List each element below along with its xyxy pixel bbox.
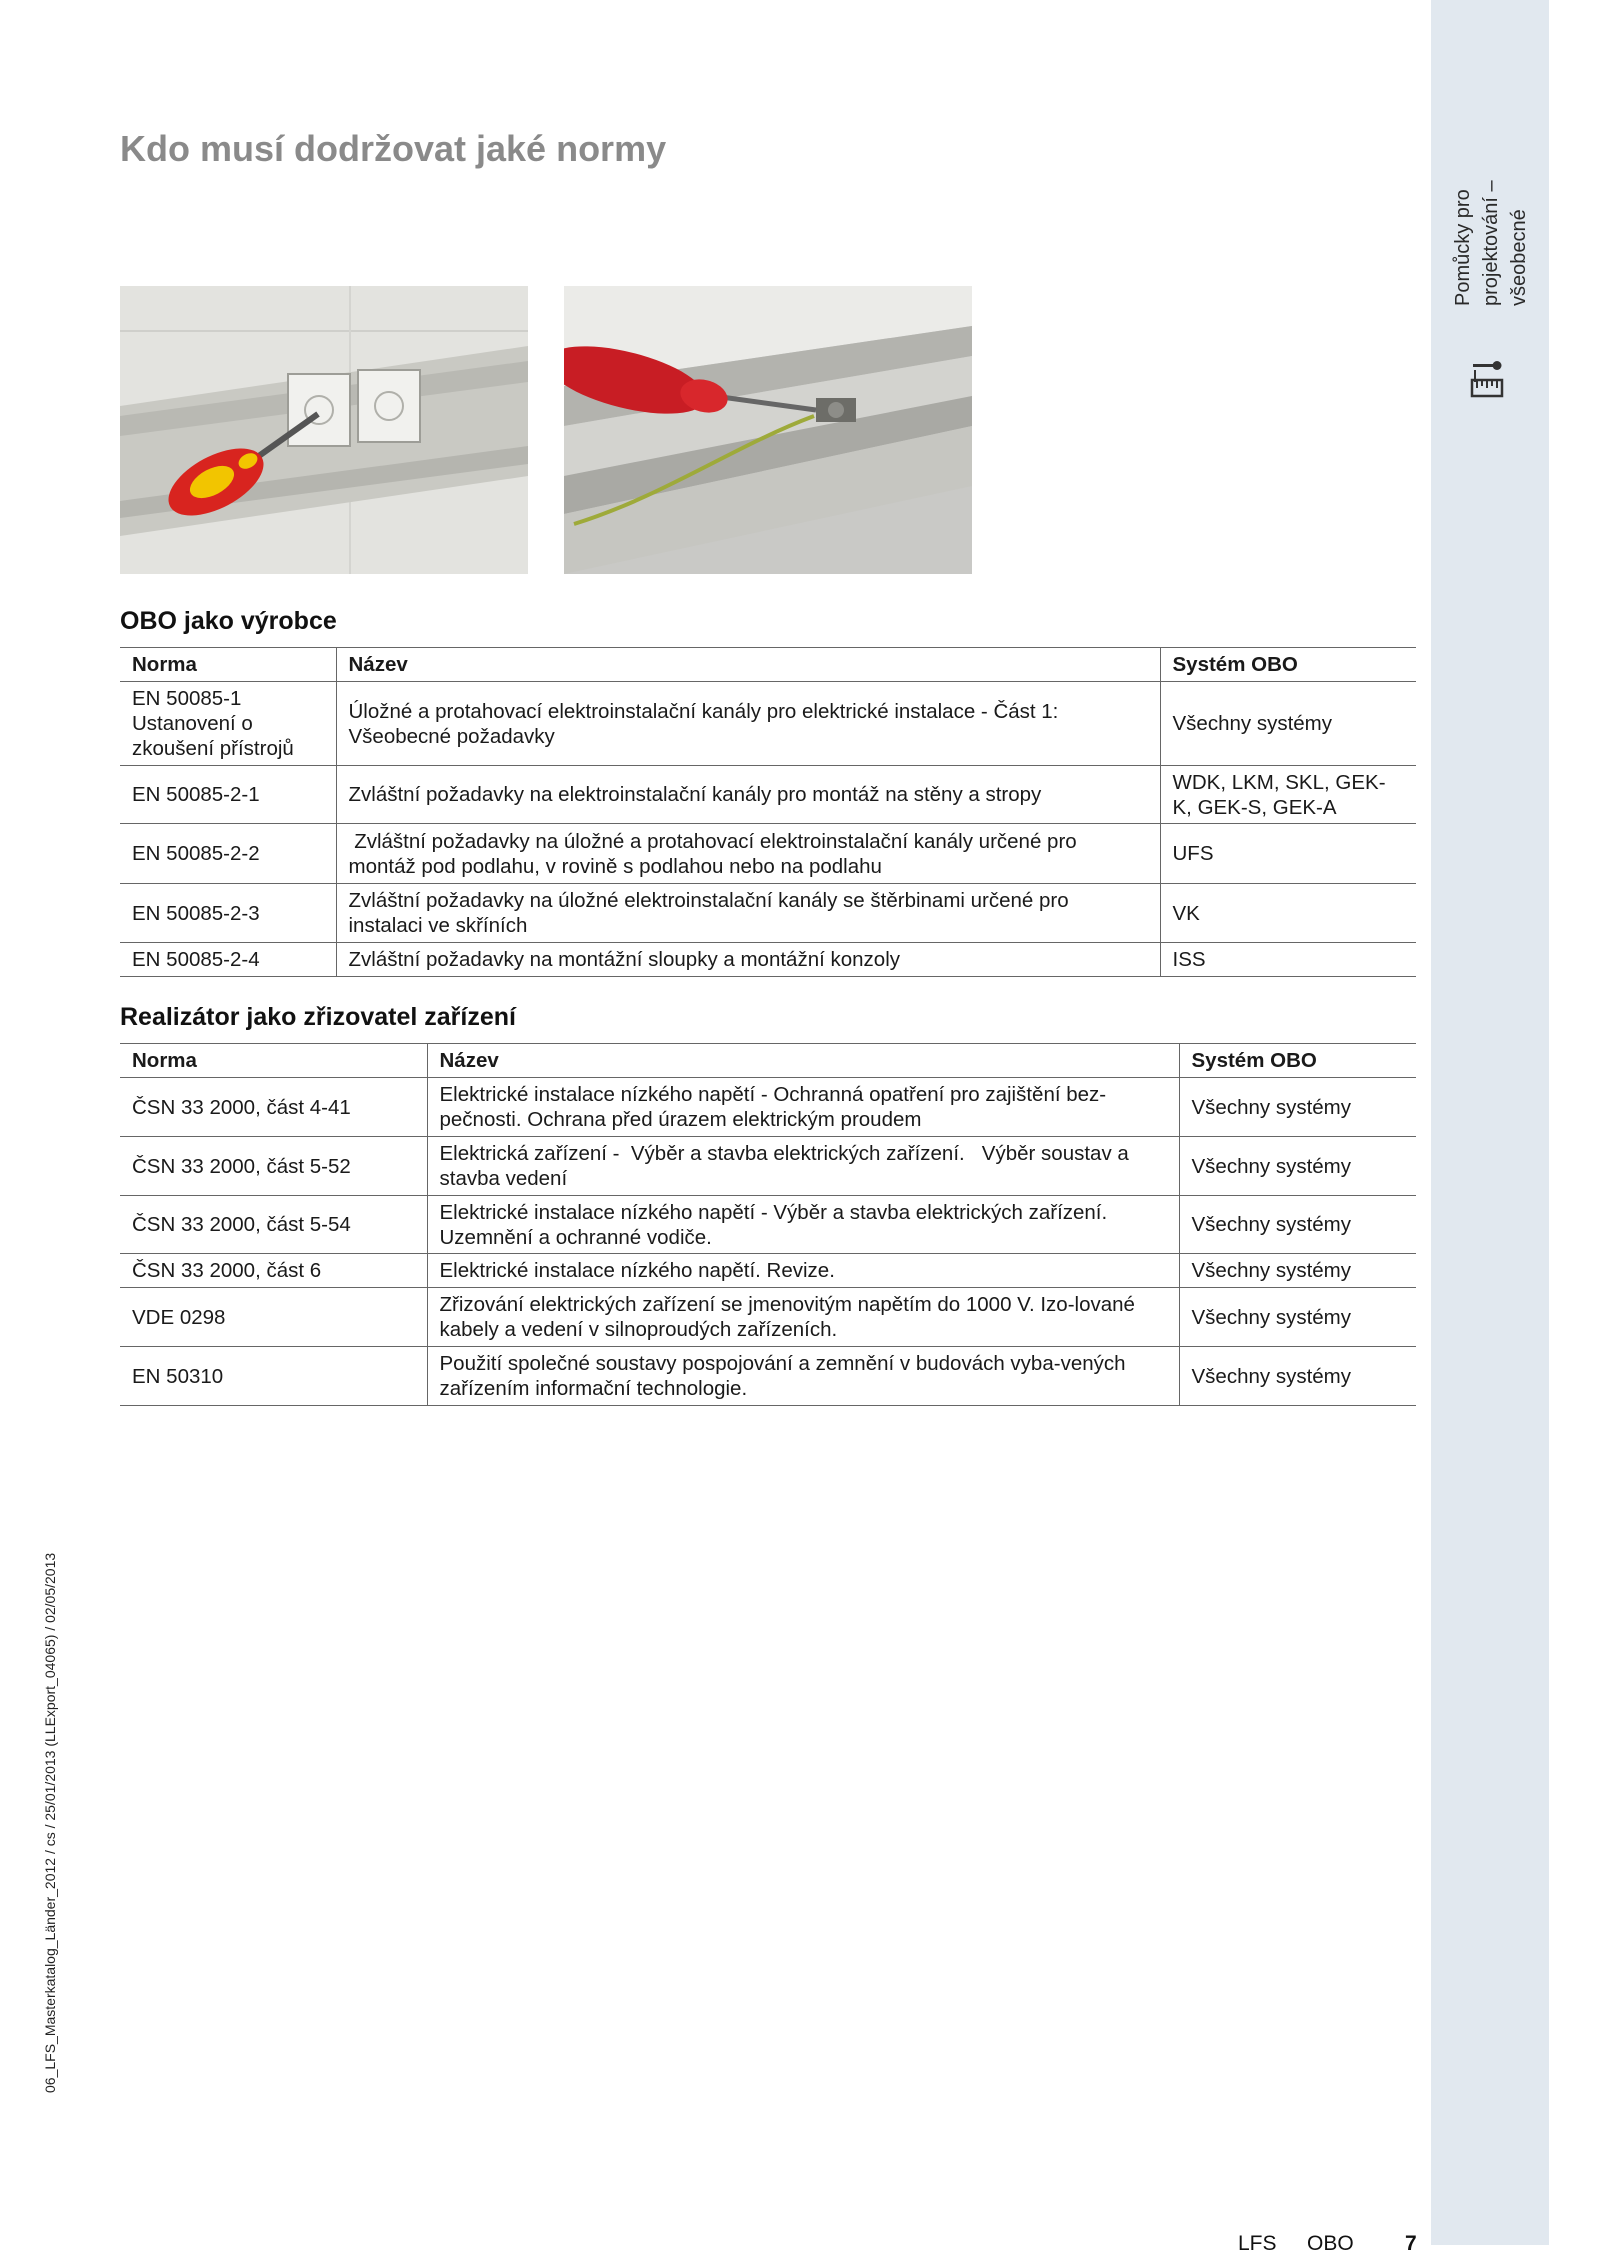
cell-system: Všechny systémy bbox=[1179, 1288, 1416, 1347]
cell-norma: ČSN 33 2000, část 5-52 bbox=[120, 1137, 427, 1196]
column-header-norma: Norma bbox=[120, 1044, 427, 1078]
cell-norma: EN 50085-1 Ustanovení o zkoušení přístrojů bbox=[120, 682, 336, 766]
cell-system: Všechny systémy bbox=[1179, 1347, 1416, 1406]
column-header-norma: Norma bbox=[120, 648, 336, 682]
sidebar-band bbox=[1431, 0, 1549, 2245]
cell-system: ISS bbox=[1160, 943, 1416, 977]
table-row bbox=[120, 1078, 1416, 1137]
table-row bbox=[120, 1288, 1416, 1347]
section-heading-manufacturer: OBO jako výrobce bbox=[120, 607, 337, 635]
sidebar-line-2: projektování – bbox=[1480, 180, 1502, 306]
table-row bbox=[120, 824, 1416, 884]
table-header-row bbox=[120, 1044, 1416, 1078]
footer-brand-lfs: LFS bbox=[1238, 2232, 1277, 2255]
cell-nazev: Použití společné soustavy pospojování a zemnění v budovách vyba-vených zařízením informační technologie. bbox=[427, 1347, 1179, 1406]
table-row bbox=[120, 1196, 1416, 1254]
cell-norma: EN 50085-2-2 bbox=[120, 824, 336, 884]
cell-nazev: Elektrické instalace nízkého napětí. Revize. bbox=[427, 1254, 1179, 1288]
table-row bbox=[120, 943, 1416, 977]
table-row bbox=[120, 1347, 1416, 1406]
column-header-nazev: Název bbox=[336, 648, 1160, 682]
column-header-system: Systém OBO bbox=[1179, 1044, 1416, 1078]
cell-nazev: Zvláštní požadavky na úložné a protahovací elektroinstalační kanály určené pro montáž pod podlahu, v rovině s podlahou nebo na podlahu bbox=[336, 824, 1160, 884]
sidebar-line-1: Pomůcky pro bbox=[1452, 189, 1474, 306]
page-title: Kdo musí dodržovat jaké normy bbox=[120, 128, 667, 169]
standards-table-installer bbox=[120, 1043, 1416, 1406]
table-row bbox=[120, 1137, 1416, 1196]
section-heading-installer: Realizátor jako zřizovatel zařízení bbox=[120, 1003, 516, 1031]
cell-norma: EN 50085-2-1 bbox=[120, 766, 336, 824]
cell-norma: EN 50085-2-4 bbox=[120, 943, 336, 977]
cell-system: VK bbox=[1160, 884, 1416, 943]
cell-nazev: Úložné a protahovací elektroinstalační kanály pro elektrické instalace - Část 1: Všeobecné požadavky bbox=[336, 682, 1160, 766]
cell-nazev: Zvláštní požadavky na úložné elektroinstalační kanály se štěrbinami určené pro instalaci ve skříních bbox=[336, 884, 1160, 943]
cell-norma: VDE 0298 bbox=[120, 1288, 427, 1347]
column-header-system: Systém OBO bbox=[1160, 648, 1416, 682]
cell-system: UFS bbox=[1160, 824, 1416, 884]
cell-system: WDK, LKM, SKL, GEK-K, GEK-S, GEK-A bbox=[1160, 766, 1416, 824]
table-row bbox=[120, 1254, 1416, 1288]
cell-norma: EN 50085-2-3 bbox=[120, 884, 336, 943]
column-header-nazev: Název bbox=[427, 1044, 1179, 1078]
cell-nazev: Elektrická zařízení - Výběr a stavba elektrických zařízení. Výběr soustav a stavba vedení bbox=[427, 1137, 1179, 1196]
sidebar-chapter-label bbox=[1449, 180, 1533, 306]
cell-system: Všechny systémy bbox=[1160, 682, 1416, 766]
standards-table-manufacturer bbox=[120, 647, 1416, 977]
table-header-row bbox=[120, 648, 1416, 682]
screwdriver-earthing-photo bbox=[564, 286, 972, 574]
footer-brand-obo: OBO bbox=[1307, 2232, 1354, 2255]
sidebar-line-3: všeobecné bbox=[1508, 209, 1530, 306]
tools-ruler-icon bbox=[1468, 360, 1506, 400]
cell-system: Všechny systémy bbox=[1179, 1078, 1416, 1137]
cell-nazev: Zvláštní požadavky na elektroinstalační kanály pro montáž na stěny a stropy bbox=[336, 766, 1160, 824]
cell-norma: ČSN 33 2000, část 5-54 bbox=[120, 1196, 427, 1254]
table-row bbox=[120, 766, 1416, 824]
cell-norma: EN 50310 bbox=[120, 1347, 427, 1406]
screwdriver-socket-photo bbox=[120, 286, 528, 574]
cell-nazev: Zřizování elektrických zařízení se jmenovitým napětím do 1000 V. Izo-lované kabely a vedení v silnoproudých zařízeních. bbox=[427, 1288, 1179, 1347]
page-number: 7 bbox=[1405, 2232, 1417, 2255]
cell-system: Všechny systémy bbox=[1179, 1254, 1416, 1288]
table-row bbox=[120, 884, 1416, 943]
cell-nazev: Elektrické instalace nízkého napětí - Ochranná opatření pro zajištění bez-pečnosti. Ochrana před úrazem elektrickým proudem bbox=[427, 1078, 1179, 1137]
cell-system: Všechny systémy bbox=[1179, 1196, 1416, 1254]
cell-system: Všechny systémy bbox=[1179, 1137, 1416, 1196]
cell-norma: ČSN 33 2000, část 6 bbox=[120, 1254, 427, 1288]
cell-norma: ČSN 33 2000, část 4-41 bbox=[120, 1078, 427, 1137]
cell-nazev: Zvláštní požadavky na montážní sloupky a montážní konzoly bbox=[336, 943, 1160, 977]
cell-nazev: Elektrické instalace nízkého napětí - Výběr a stavba elektrických zařízení. Uzemnění a ochranné vodiče. bbox=[427, 1196, 1179, 1254]
document-code: 06_LFS_Masterkatalog_Länder_2012 / cs / 25/01/2013 (LLExport_04065) / 02/05/2013 bbox=[42, 1552, 58, 2093]
table-row bbox=[120, 682, 1416, 766]
